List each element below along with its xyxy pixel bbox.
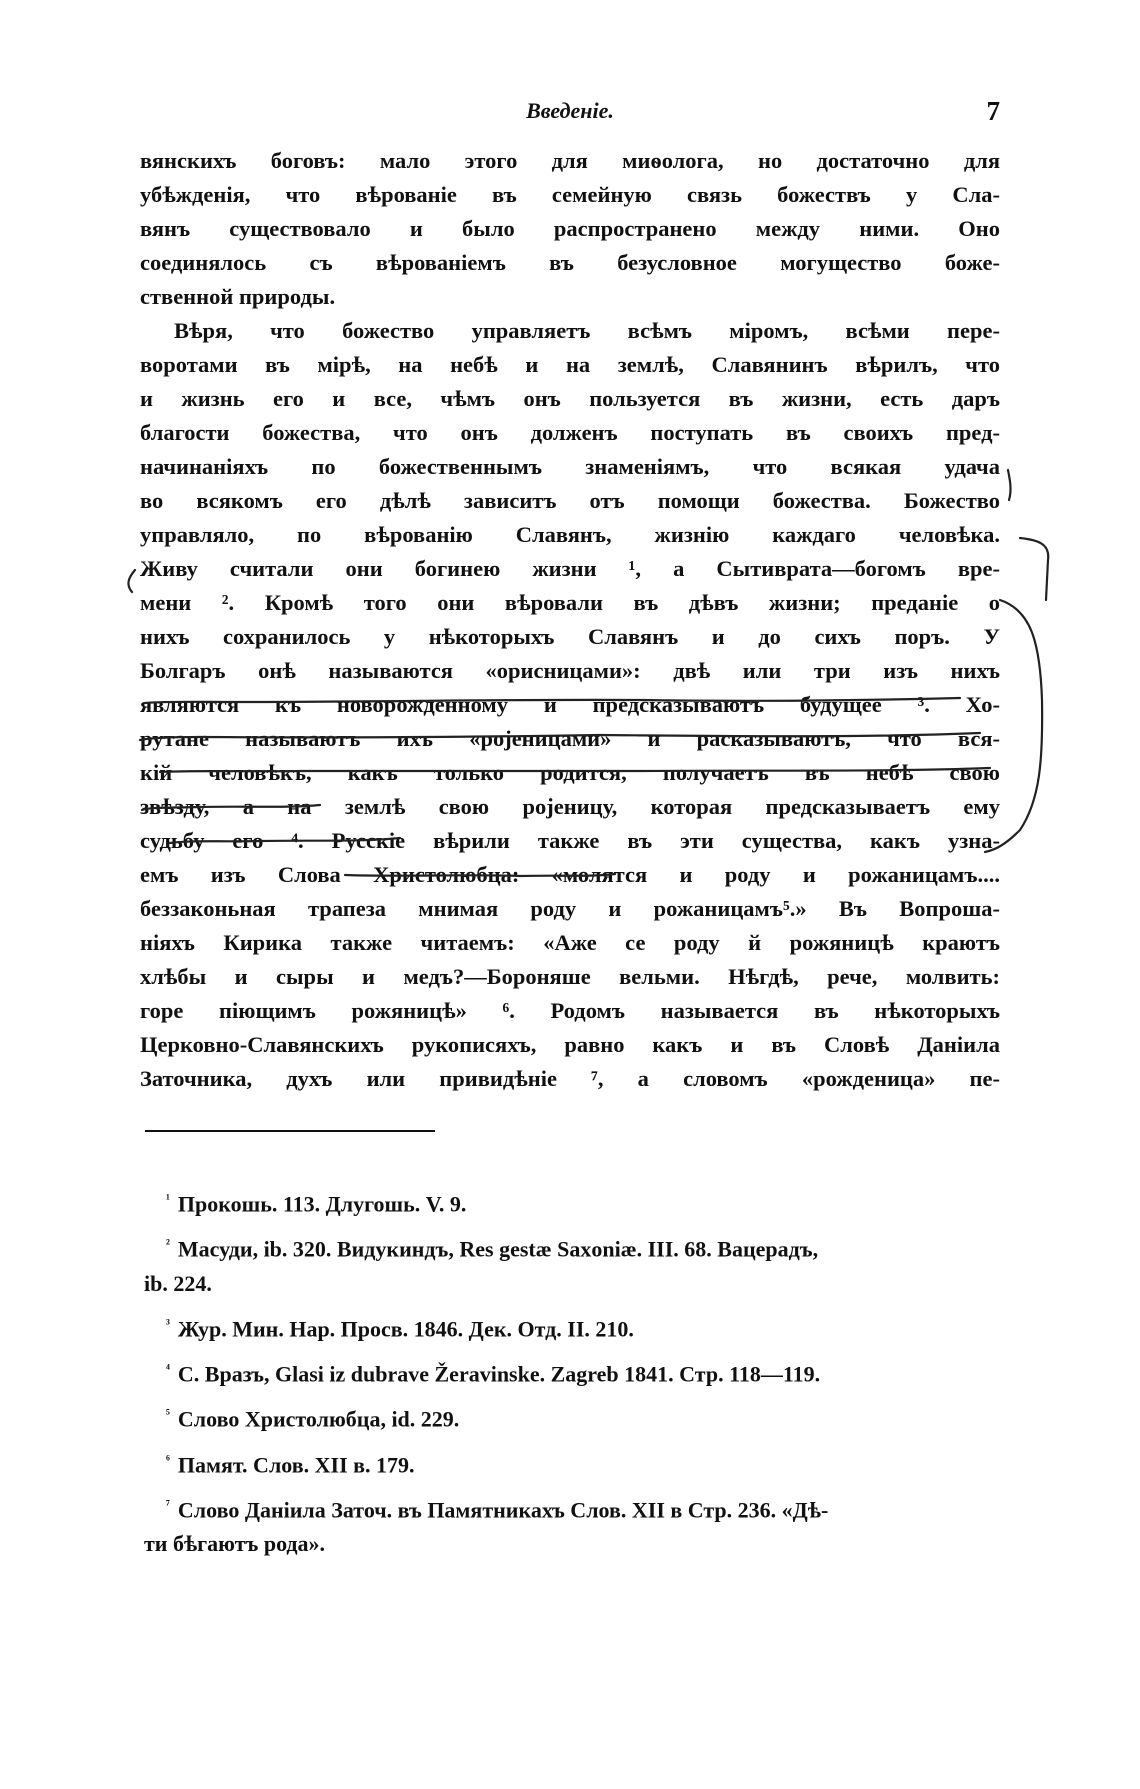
footnote-number: ⁴ [166,1360,170,1376]
text-line: горе піющимъ рожяницѣ» ⁶. Родомъ называется въ нѣкоторыхъ [140,998,1000,1023]
text-line: хлѣбы и сыры и медъ?—Бороняше вельми. Нѣгдѣ, рече, молвить: [140,964,1000,989]
footnote-number: ³ [166,1315,170,1331]
footnote-continuation: ib. 224. [144,1270,212,1296]
text-line: Церковно-Славянскихъ рукописяхъ, равно какъ и въ Словѣ Даніила [140,1032,1000,1057]
footnote-text: Масуди, ib. 320. Видукиндъ, Res gestæ Saxoniæ. III. 68. Вацерадъ, [177,1236,819,1262]
footnote-text: Слово Христолюбца, id. 229. [177,1406,460,1432]
footnote-number: ⁵ [166,1406,170,1422]
text-line: во всякомъ его дѣлѣ зависитъ отъ помощи божества. Божество [140,488,1000,513]
text-line: звѣзду, а на землѣ свою ројеницу, которая предсказываетъ ему [140,794,1000,819]
footnote-number: ⁷ [166,1496,170,1512]
text-line: Болгаръ онѣ называются «орисницами»: двѣ или три изъ нихъ [140,658,1000,683]
text-line: Живу считали они богинею жизни ¹, а Сытиврата—богомъ вре- [140,556,1000,581]
text-line: убѣжденія, что вѣрованіе въ семейную связь божествъ у Сла- [140,182,1000,207]
running-title: Введеніе. [526,98,614,123]
footnote-text: Прокошь. 113. Длугошь. V. 9. [177,1191,467,1217]
footnote-text: Памят. Слов. XII в. 179. [177,1451,415,1477]
footnote [140,1307,1000,1346]
footnote-text: Слово Даніила Заточ. въ Памятникахъ Слов. XII в Стр. 236. «Дѣ- [177,1497,829,1523]
text-line: являются къ новорожденному и предсказываютъ будущее ³. Хо- [140,692,1000,717]
footnotes [140,1182,1000,1567]
text-line: ственной природы. [140,284,336,309]
footnote-number: ⁶ [166,1451,170,1467]
footnote [140,1443,1000,1482]
footnote [140,1227,1000,1300]
footnote-text: С. Вразъ, Glasi iz dubrave Žeravinske. Zagreb 1841. Стр. 118—119. [177,1361,821,1387]
pencil-mark [1008,470,1011,500]
text-line: благости божества, что онъ долженъ поступать въ своихъ пред- [140,420,1000,445]
footnote [140,1182,1000,1221]
footnote-number: ¹ [166,1191,170,1206]
running-head [140,98,1000,128]
page-number: 7 [986,96,1000,126]
text-line: беззаконьная трапеза мнимая роду и рожаницамъ⁵.» Въ Вопроша- [140,896,1000,921]
text-line: воротами въ мірѣ, на небѣ и на землѣ, Славянинъ вѣрилъ, что [140,352,1000,377]
text-line: емъ изъ Слова Христолюбца: «молятся и роду и рожаницамъ.... [140,862,1000,887]
text-line: вянскихъ боговъ: мало этого для миѳолога, но достаточно для [140,148,1000,173]
text-line: рутане называютъ ихъ «рojeницами» и расказываютъ, что вся- [140,726,1000,751]
text-line: и жизнь его и все, чѣмъ онъ пользуется въ жизни, есть даръ [140,386,1000,411]
text-line: мени ². Кромѣ того они вѣровали въ дѣвъ жизни; преданіе о [140,590,1000,615]
text-line: нихъ сохранилось у нѣкоторыхъ Славянъ и до сихъ поръ. У [140,624,1000,649]
footnote [140,1488,1000,1561]
footnote-divider [145,1130,435,1132]
text-line: судьбу его ⁴. Русскіе вѣрили также въ эти существа, какъ узна- [140,828,1000,853]
text-line: Вѣря, что божество управляетъ всѣмъ міромъ, всѣми пере- [174,318,1000,343]
footnote-text: Жур. Мин. Нар. Просв. 1846. Дек. Отд. II. 210. [177,1315,634,1341]
text-line: соединялось съ вѣрованіемъ въ безусловное могущество боже- [140,250,1000,275]
text-line: начинаніяхъ по божественнымъ знаменіямъ, что всякая удача [140,454,1000,479]
pencil-mark [128,570,135,592]
footnote-number: ² [166,1236,170,1252]
text-line: кій человѣкъ, какъ только родится, получаетъ въ небѣ свою [140,760,1000,785]
text-line: ніяхъ Кирика также читаемъ: «Аже се роду й рожяницѣ краютъ [140,930,1000,955]
pencil-bracket [1020,538,1048,600]
text-line: управляло, по вѣрованію Славянъ, жизнію каждаго человѣка. [140,522,1000,547]
footnote [140,1352,1000,1391]
main-text [140,144,1000,1096]
text-line: вянъ существовало и было распространено между ними. Оно [140,216,1000,241]
text-line: Заточника, духъ или привидѣніе ⁷, а словомъ «рожденица» пе- [140,1066,1000,1091]
footnote-continuation: ти бѣгаютъ рода». [144,1531,326,1557]
footnote [140,1397,1000,1436]
